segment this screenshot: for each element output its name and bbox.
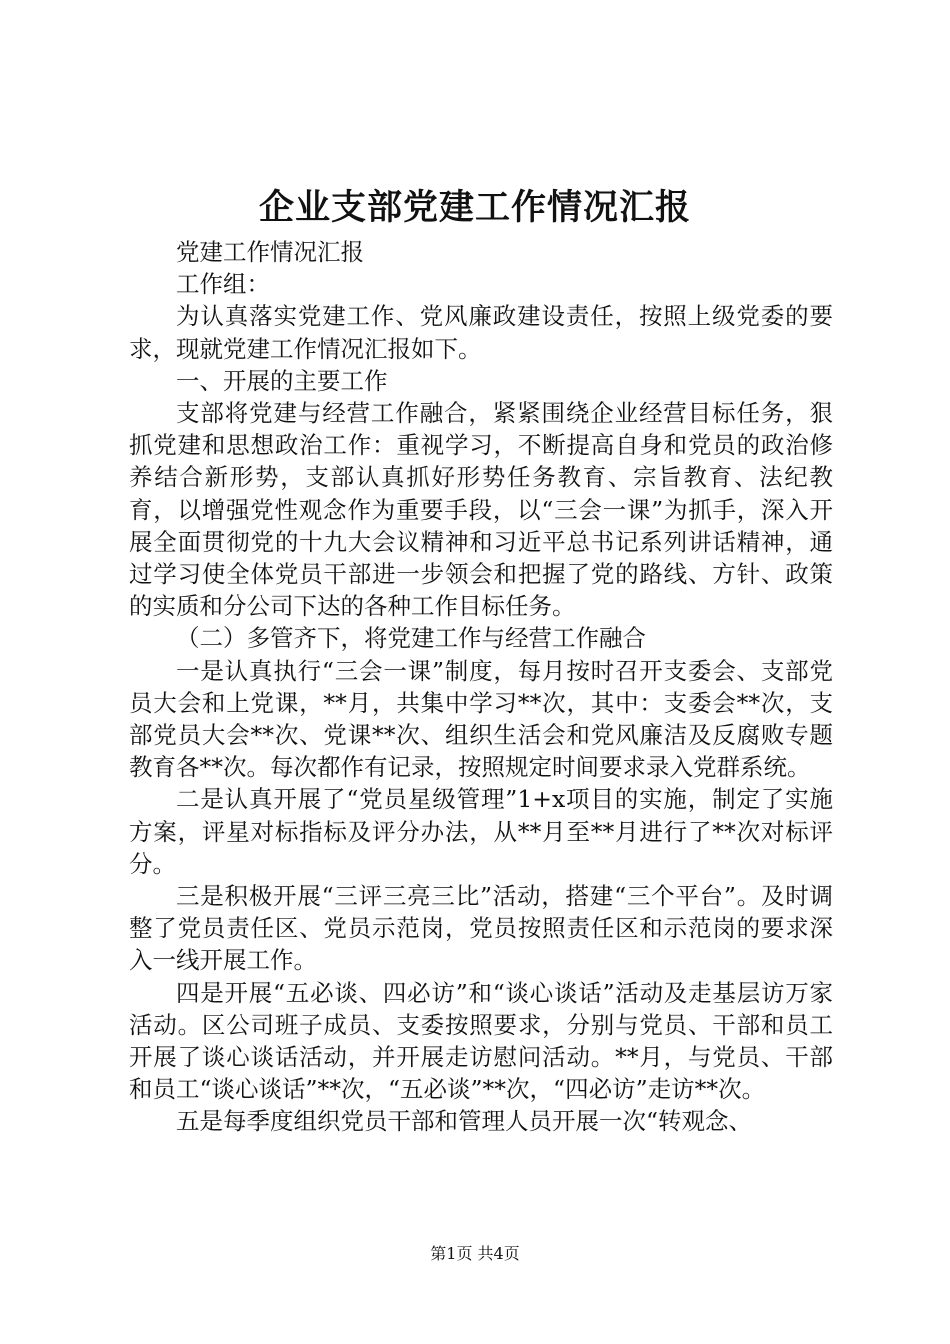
body-paragraph: 五是每季度组织党员干部和管理人员开展一次“转观念、 — [176, 1107, 753, 1136]
document-body — [129, 236, 833, 1138]
subtitle-paragraph: 党建工作情况汇报 — [176, 238, 364, 266]
body-paragraph: 二是认真开展了“党员星级管理”1+x项目的实施，制定了实施方案，评星对标指标及评分办法，从**月至**月进行了**次对标评分。 — [129, 785, 833, 878]
intro-paragraph: 为认真落实党建工作、党风廉政建设责任，按照上级党委的要求，现就党建工作情况汇报如下。 — [129, 302, 833, 363]
section-heading: 一、开展的主要工作 — [176, 366, 388, 395]
document-title: 企业支部党建工作情况汇报 — [258, 187, 691, 228]
subsection-heading: （二）多管齐下，将党建工作与经营工作融合 — [176, 624, 646, 653]
addressee-paragraph: 工作组： — [176, 270, 270, 299]
body-paragraph: 一是认真执行“三会一课”制度，每月按时召开支委会、支部党员大会和上党课，**月，共集中学习**次，其中：支委会**次，支部党员大会**次、党课**次、组织生活会和党风廉洁及反腐败专题教育各**次。每次都作有记录，按照规定时间要求录入党群系统。 — [129, 656, 833, 782]
body-paragraph: 四是开展“五必谈、四必访”和“谈心谈话”活动及走基层访万家活动。区公司班子成员、支委按照要求，分别与党员、干部和员工开展了谈心谈话活动，并开展走访慰问活动。**月，与党员、干部和员工“谈心谈话”**次，“五必谈”**次，“四必访”走访**次。 — [129, 978, 833, 1104]
body-paragraph: 三是积极开展“三评三亮三比”活动，搭建“三个平台”。及时调整了党员责任区、党员示范岗，党员按照责任区和示范岗的要求深入一线开展工作。 — [129, 882, 833, 975]
body-paragraph: 支部将党建与经营工作融合，紧紧围绕企业经营目标任务，狠抓党建和思想政治工作：重视学习，不断提高自身和党员的政治修养结合新形势，支部认真抓好形势任务教育、宗旨教育、法纪教育，以增强党性观念作为重要手段，以“三会一课”为抓手，深入开展全面贯彻党的十九大会议精神和习近平总书记系列讲话精神，通过学习使全体党员干部进一步领会和把握了党的路线、方针、政策的实质和分公司下达的各种工作目标任务。 — [129, 399, 833, 621]
page-number-footer: 第1页 共4页 — [430, 1244, 520, 1263]
